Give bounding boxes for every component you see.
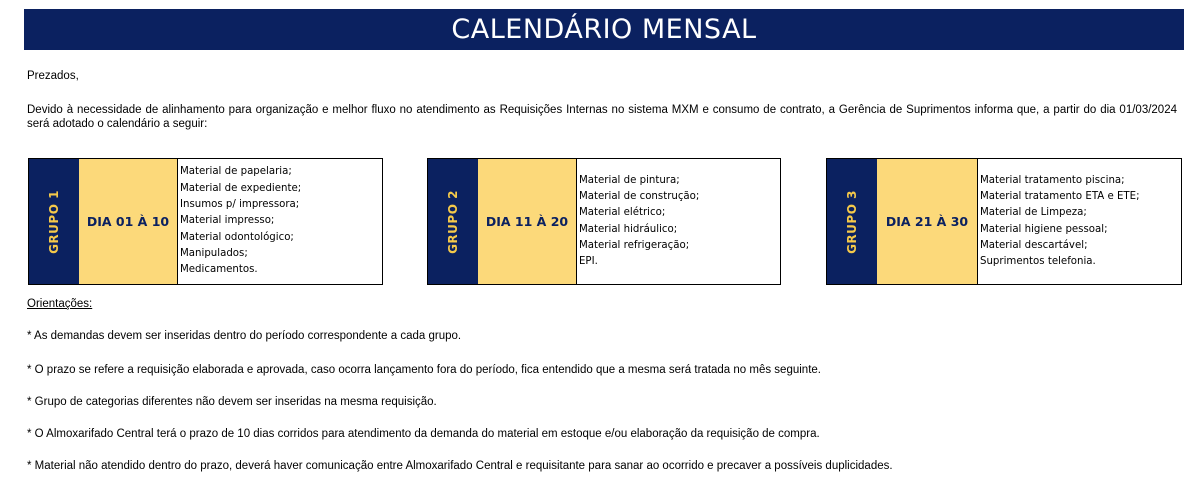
list-item: Material hidráulico;: [579, 223, 678, 235]
group-2-days: DIA 11 À 20: [478, 159, 577, 284]
greeting: Prezados,: [27, 70, 79, 82]
group-1-label-cell: [29, 159, 79, 284]
list-item: Material tratamento ETA e ETE;: [980, 190, 1140, 202]
list-item: Material de expediente;: [180, 182, 302, 194]
list-item: Suprimentos telefonia.: [980, 256, 1096, 268]
list-item: Material elétrico;: [579, 207, 666, 219]
list-item: Material de Limpeza;: [980, 207, 1087, 219]
group-3-label-cell: [827, 159, 877, 284]
list-item: Insumos p/ impressora;: [180, 199, 300, 211]
group-2-items: [577, 159, 780, 284]
group-3-box: [826, 158, 1182, 285]
group-1-days: DIA 01 À 10: [79, 159, 178, 284]
page-title: CALENDÁRIO MENSAL: [24, 9, 1184, 50]
intro-paragraph: Devido à necessidade de alinhamento para organização e melhor fluxo no atendimento as Requisições Internas no sistema MXM e consumo de contrato, a Gerência de Suprimentos informa que, a partir do dia 01/03/2024 será adotado o calendário a seguir:: [27, 104, 1177, 130]
group-2-label-cell: [428, 159, 478, 284]
list-item: Material odontológico;: [180, 231, 294, 243]
list-item: Material higiene pessoal;: [980, 223, 1108, 235]
list-item: Material tratamento piscina;: [980, 174, 1125, 186]
orientation-item: * Material não atendido dentro do prazo, deverá haver comunicação entre Almoxarifado Central e requisitante para sanar ao ocorrido e precaver a possíveis duplicidades.: [27, 460, 893, 472]
group-2-box: [427, 158, 781, 285]
orientation-item: * O prazo se refere a requisição elaborada e aprovada, caso ocorra lançamento fora do período, fica entendido que a mesma será tratada no mês seguinte.: [27, 364, 821, 376]
group-3-days: DIA 21 À 30: [877, 159, 978, 284]
list-item: Medicamentos.: [180, 264, 258, 276]
list-item: Material impresso;: [180, 215, 275, 227]
list-item: Material descartável;: [980, 239, 1088, 251]
group-3-name: GRUPO 3: [845, 189, 860, 254]
list-item: Material refrigeração;: [579, 239, 690, 251]
group-3-items: [978, 159, 1181, 284]
orientation-item: * O Almoxarifado Central terá o prazo de 10 dias corridos para atendimento da demanda do material em estoque e/ou elaboração da requisição de compra.: [27, 428, 820, 440]
group-1-box: [28, 158, 383, 285]
group-1-items: [178, 159, 382, 284]
list-item: Manipulados;: [180, 247, 248, 259]
orientations-heading: Orientações:: [27, 298, 93, 310]
orientation-item: * Grupo de categorias diferentes não devem ser inseridas na mesma requisição.: [27, 396, 437, 408]
list-item: Material de pintura;: [579, 174, 680, 186]
list-item: EPI.: [579, 256, 598, 268]
list-item: Material de papelaria;: [180, 166, 292, 178]
group-1-name: GRUPO 1: [47, 189, 62, 254]
list-item: Material de construção;: [579, 190, 700, 202]
orientation-item: * As demandas devem ser inseridas dentro do período correspondente a cada grupo.: [27, 330, 462, 342]
group-2-name: GRUPO 2: [446, 189, 461, 254]
